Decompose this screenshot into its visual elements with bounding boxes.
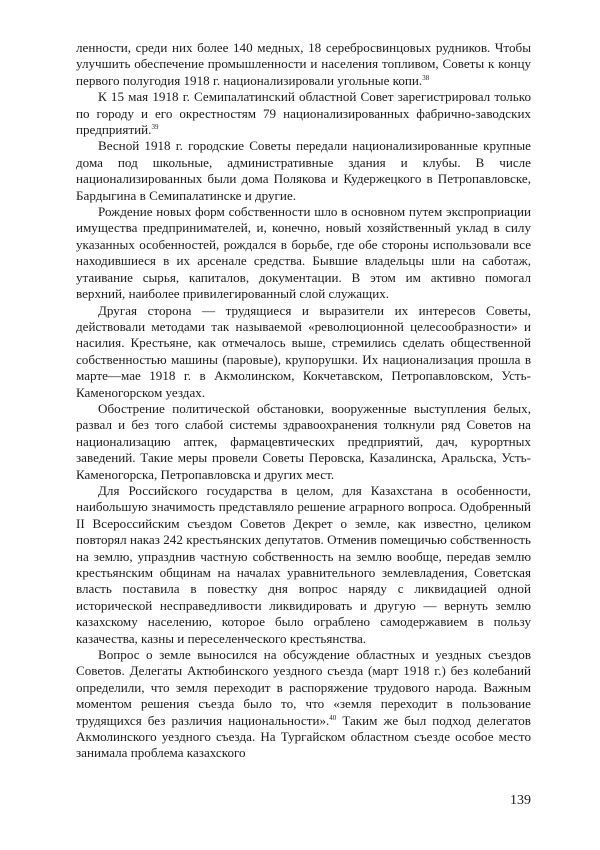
- footnote-ref: 40: [329, 713, 337, 722]
- paragraph-text: Обострение политической обстановки, вооруженные выступления белых, развал и без того слабой системы здравоохранения толкнули ряд Советов на национализацию аптек, фармацевтических предприятий, дач, курортных заведений. Такие меры провели Советы Перовска, Казалинска, Аральска, Усть-Каменогорска, Петропавловска и других мест.: [76, 400, 531, 482]
- book-page: [76, 40, 531, 830]
- paragraph-text: ленности, среди них более 140 медных, 18 серебросвинцовых рудников. Чтобы улучшить обеспечение промышленности и населения топливом, Советы к концу первого полугодия 1918 г. национализировали угольные копи.: [76, 40, 531, 88]
- paragraph-text-continued: Таким же был подход делегатов Акмолинского уездного съезда. На Тургайском областном съезде особое место занимала проблема казахского: [76, 712, 531, 761]
- paragraph: [76, 483, 531, 647]
- footnote-ref: 38: [422, 73, 430, 82]
- paragraph-text: Рождение новых форм собственности шло в основном путем экспроприации имущества предпринимателей, и, конечно, новый хозяйственный уклад в силу указанных особенностей, рождался в борьбе, где обе стороны использовали все находившиеся в их арсенале средства. Бывшие владельцы шли на саботаж, утаивание сырья, капиталов, документации. В этом им активно помогал верхний, наиболее привилегированный слой служащих.: [76, 204, 531, 302]
- paragraph-text: Для Российского государства в целом, для Казахстана в особенности, наибольшую значимость представляло решение аграрного вопроса. Одобренный II Всероссийским съездом Советов Декрет о земле, как известно, целиком повторял наказ 242 крестьянских депутатов. Отменив помещичью собственность на землю, упразднив частную собственность на землю вообще, передав землю крестьянским общинам на началах уравнительного землевладения, Советская власть поставила в повестку дня вопрос наряду с ликвидацией одной исторической несправедливости ликвидировать и другую — вернуть землю казахскому населению, которое было ограблено самодержавием в пользу казачества, казны и переселенческого крестьянства.: [76, 482, 531, 646]
- paragraph: [76, 647, 531, 762]
- page-number: 139: [510, 793, 531, 808]
- paragraph: [76, 40, 531, 89]
- text-body: [76, 40, 531, 762]
- paragraph-text: Другая сторона — трудящиеся и выразители их интересов Советы, действовали методами так называемой «революционной целесообразности» и насилия. Крестьяне, как отмечалось выше, стремились сделать общественной собственностью машины (паровые), крупорушки. Их национализация прошла в марте—мае 1918 г. в Акмолинском, Кокчетавском, Петропавловском, Усть-Каменогорском уездах.: [76, 302, 531, 400]
- footnote-ref: 39: [151, 123, 159, 132]
- paragraph: [76, 303, 531, 401]
- paragraph-text: Весной 1918 г. городские Советы передали национализированные крупные дома под школьные, административные здания и клубы. В числе национализированных были дома Полякова и Кудержецкого в Петропавловске, Бардыгина в Семипалатинске и другие.: [76, 138, 531, 203]
- paragraph: [76, 138, 531, 204]
- paragraph: [76, 204, 531, 302]
- paragraph: [76, 89, 531, 138]
- paragraph-text: Вопрос о земле выносился на обсуждение областных и уездных съездов Советов. Делегаты Актюбинского уездного съезда (март 1918 г.) без колебаний определили, что земля переходит в распоряжение трудового народа. Важным моментом решения съезда было то, что «земля переходит в пользование трудящихся без различия национальности».: [76, 647, 531, 728]
- paragraph: [76, 401, 531, 483]
- paragraph-text: К 15 мая 1918 г. Семипалатинский областной Совет зарегистрировал только по городу и его окрестностям 79 национализированных фабрично-заводских предприятий.: [76, 89, 531, 138]
